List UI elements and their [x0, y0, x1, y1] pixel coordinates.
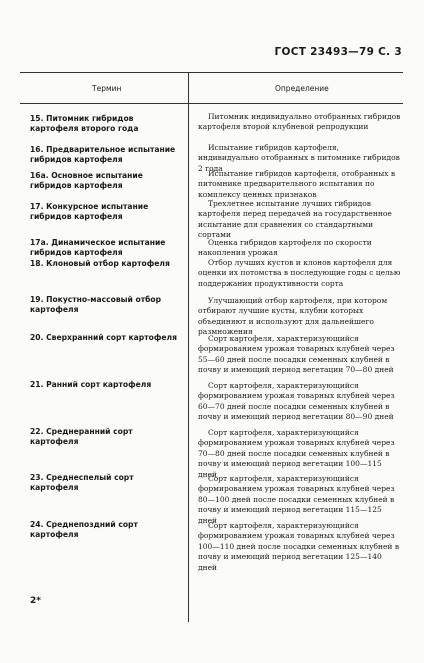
term-cell: 16а. Основное испытание гибридов картофеля [30, 171, 143, 190]
term-cell: 19. Покустно-массовый отбор картофеля [30, 295, 162, 314]
definition-cell: Оценка гибридов картофеля по скорости накопления урожая [198, 238, 372, 258]
term-cell: 17. Конкурсное испытание гибридов картофеля [30, 202, 149, 221]
column-header-definition: Определение [275, 84, 329, 93]
definition-cell: Трехлетнее испытание лучших гибридов картофеля перед передачей на государственное испытание для сравнения со стандартными сортами [198, 199, 392, 240]
definition-cell: Испытание гибридов картофеля, индивидуально отобранных в питомнике гибридов 2 года [198, 143, 400, 173]
term-cell: 22. Среднеранний сорт картофеля [30, 427, 133, 446]
definition-cell: Сорт картофеля, характеризующийся формированием урожая товарных клубней через 100—110 дней после посадки семенных клубней в почву и имеющий период вегетации 125—140 дней [198, 521, 400, 572]
definition-cell: Сорт картофеля, характеризующийся формированием урожая товарных клубней через 80—100 дней после посадки семенных клубней в почву и имеющий период вегетации 115—125 дней [198, 474, 395, 525]
term-cell: 15. Питомник гибридов картофеля второго года [30, 114, 139, 133]
column-divider [188, 72, 189, 622]
term-cell: 24. Среднепоздний сорт картофеля [30, 520, 138, 539]
term-cell: 20. Сверхранний сорт картофеля [30, 333, 177, 342]
definition-cell: Питомник индивидуально отобранных гибридов картофеля второй клубневой репродукции [198, 112, 401, 132]
term-cell: 21. Ранний сорт картофеля [30, 380, 152, 389]
table-head-rule [20, 103, 403, 104]
definition-cell: Улучшающий отбор картофеля, при котором отбирают лучшие кусты, клубни которых объединяют и используют для дальнейшего размножения [198, 296, 388, 337]
term-cell: 17а. Динамическое испытание гибридов картофеля [30, 238, 166, 257]
table-top-rule [20, 72, 403, 73]
definition-cell: Сорт картофеля, характеризующийся формированием урожая товарных клубней через 70—80 дней после посадки семенных клубней в почву и имеющий период вегетации 100—115 дней [198, 428, 395, 479]
term-cell: 16. Предварительное испытание гибридов картофеля [30, 145, 176, 164]
page-header: ГОСТ 23493—79 С. 3 [274, 46, 402, 58]
term-cell: 23. Среднеспелый сорт картофеля [30, 473, 134, 492]
page-number: 2* [30, 596, 41, 606]
definition-cell: Сорт картофеля, характеризующийся формированием урожая товарных клубней через 55—60 дней после посадки семенных клубней в почву и имеющий период вегетации 70—80 дней [198, 334, 395, 375]
definition-cell: Отбор лучших кустов и клонов картофеля для оценки их потомства в последующие годы с целью поддержания продуктивности сорта [198, 258, 401, 288]
definition-cell: Испытание гибридов картофеля, отобранных в питомнике предварительного испытания по комплексу ценных признаков [198, 169, 396, 199]
column-header-term: Термин [92, 84, 122, 93]
definition-cell: Сорт картофеля, характеризующийся формированием урожая товарных клубней через 60—70 дней после посадки семенных клубней в почву и имеющий период вегетации 80—90 дней [198, 381, 395, 422]
term-cell: 18. Клоновый отбор картофеля [30, 259, 170, 268]
